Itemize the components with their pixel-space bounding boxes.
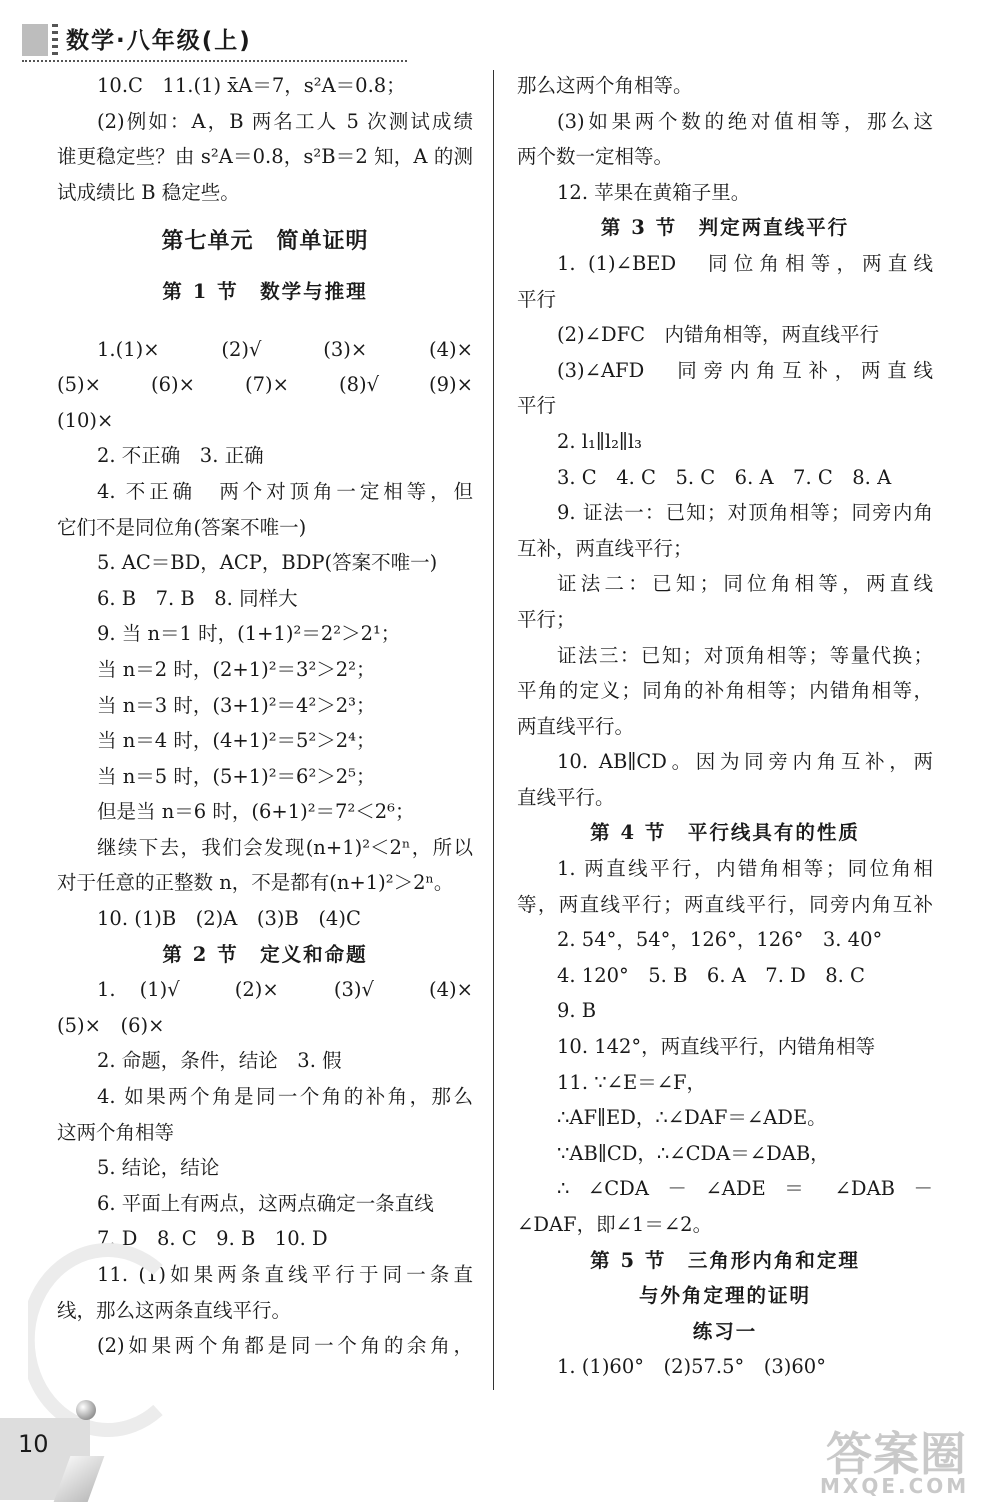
answer-line: 3. C 4. C 5. C 6. A 7. C 8. A (557, 465, 892, 489)
page-number: 10 (18, 1430, 49, 1458)
column-divider (493, 70, 494, 1390)
section-heading: 第 3 节 判定两直线平行 (600, 216, 850, 240)
answer-line: 1. (1)60° (2)57.5° (3)60° (557, 1355, 826, 1379)
page-header (22, 18, 412, 63)
spacer (57, 310, 473, 332)
answer-line: 5. AC＝BD，ACP，BDP(答案不唯一) (97, 551, 438, 575)
answer-line: 平行 (517, 287, 557, 311)
answer-line: (3)∠AFD 同旁内角互补，两直线 (557, 358, 933, 382)
answer-line: 它们不是同位角(答案不唯一) (57, 515, 307, 539)
page-corner (0, 1396, 120, 1506)
answer-line: (10)× (57, 408, 114, 432)
answer-line: 4. 120° 5. B 6. A 7. D 8. C (557, 963, 865, 987)
answer-line: 9. 证法一：已知；对顶角相等；同旁内角 (557, 501, 933, 525)
answer-line: 但是当 n＝6 时，(6+1)²＝7²＜2⁶； (97, 800, 415, 824)
answer-line: 1. (1)√ (2)× (3)√ (4)× (97, 978, 473, 1002)
answer-line: 两个数一定相等。 (517, 145, 674, 169)
header-dotted-bar (52, 24, 58, 56)
answer-line: 平角的定义；同角的补角相等；内错角相等， (517, 679, 933, 703)
answer-line: 2. 54°，54°，126°，126° 3. 40° (557, 928, 883, 952)
answer-line: 试成绩比 B 稳定些。 (57, 180, 240, 204)
watermark-logo (816, 1418, 986, 1500)
answer-line: 1. (1)∠BED 同位角相等，两直线 (557, 251, 933, 275)
section-heading: 练习一 (692, 1319, 758, 1343)
answer-line: 4. 不正确 两个对顶角一定相等，但 (97, 479, 473, 503)
answer-line: 直线平行。 (517, 785, 615, 809)
answer-line: 对于任意的正整数 n，不是都有(n+1)²＞2ⁿ。 (57, 871, 454, 895)
answer-line: 等，两直线平行；两直线平行，同旁内角互补 (517, 892, 933, 916)
answer-line: 7. D 8. C 9. B 10. D (97, 1227, 328, 1251)
answer-line: 9. B (557, 999, 597, 1023)
answer-line: ∴AF∥ED，∴∠DAF＝∠ADE。 (557, 1106, 827, 1130)
answer-line: 9. 当 n＝1 时，(1+1)²＝2²＞2¹； (97, 622, 401, 646)
answer-line: 2. 命题，条件，结论 3. 假 (97, 1049, 342, 1073)
answer-line: 5. 结论，结论 (97, 1156, 220, 1180)
answer-line: 证法二：已知；同位角相等，两直线 (557, 572, 933, 596)
answer-line: (5)× (6)× (7)× (8)√ (9)× (57, 373, 473, 397)
spacer (57, 260, 473, 274)
header-dotted-rule (22, 60, 407, 62)
header-gray-bar (22, 24, 48, 56)
answer-line: (2)∠DFC 内错角相等，两直线平行 (557, 323, 880, 347)
answer-line: 2. 不正确 3. 正确 (97, 444, 264, 468)
answer-line: 线，那么这两条直线平行。 (57, 1298, 292, 1322)
section-heading: 第 1 节 数学与推理 (162, 279, 368, 303)
section-heading: 第 2 节 定义和命题 (162, 942, 368, 966)
section-heading: 第 5 节 三角形内角和定理 (590, 1248, 860, 1272)
watermark-logo-text: 答案圈 (826, 1427, 967, 1481)
answer-line: 那么这两个角相等。 (517, 74, 693, 97)
answer-line: 互补，两直线平行； (517, 536, 693, 560)
left-column (57, 68, 473, 1364)
answer-line: (2)例如：A，B 两名工人 5 次测试成绩 (97, 109, 473, 133)
answer-line: 当 n＝4 时，(4+1)²＝5²＞2⁴； (97, 729, 376, 753)
answer-line: ∵AB∥CD，∴∠CDA＝∠DAB， (557, 1141, 830, 1165)
header-title: 数学·八年级(上) (66, 28, 252, 54)
right-column (517, 68, 933, 1385)
answer-line: 10. 142°，两直线平行，内错角相等 (557, 1035, 876, 1059)
answer-line: 10. AB∥CD。因为同旁内角互补，两 (557, 750, 933, 774)
answer-line: 继续下去，我们会发现(n+1)²＜2ⁿ，所以 (97, 835, 473, 859)
answer-line: 当 n＝5 时，(5+1)²＝6²＞2⁵； (97, 764, 376, 788)
answer-line: 谁更稳定些？由 s²A＝0.8，s²B＝2 知，A 的测 (57, 145, 473, 169)
watermark-logo-url: MXQE.COM (820, 1474, 970, 1498)
answer-line: ∴ ∠CDA － ∠ADE ＝ ∠DAB － (557, 1177, 933, 1201)
answer-line: (2)如果两个角都是同一个角的余角， (97, 1334, 473, 1358)
answer-line: 12. 苹果在黄箱子里。 (557, 180, 751, 204)
answer-line: 1.(1)× (2)√ (3)× (4)× (97, 337, 473, 361)
page-corner-ball (76, 1400, 96, 1420)
answer-line: 平行 (517, 394, 557, 418)
answer-line: 1. 两直线平行，内错角相等；同位角相 (557, 857, 933, 881)
answer-line: 6. 平面上有两点，这两点确定一条直线 (97, 1191, 434, 1215)
answer-line: 证法三：已知；对顶角相等；等量代换； (557, 643, 933, 667)
answer-line: 当 n＝2 时，(2+1)²＝3²＞2²； (97, 657, 376, 681)
answer-line: 这两个角相等 (57, 1120, 175, 1144)
answer-line: 10.C 11.(1) x̄A＝7，s²A＝0.8； (97, 74, 406, 97)
answer-line: 11. ∵∠E＝∠F， (557, 1070, 707, 1094)
spacer (57, 210, 473, 224)
answer-line: (3)如果两个数的绝对值相等，那么这 (557, 109, 933, 133)
answer-line: (5)× (6)× (57, 1013, 165, 1037)
answer-line: 4. 如果两个角是同一个角的补角，那么 (97, 1085, 473, 1109)
answer-line: ∠DAF，即∠1＝∠2。 (517, 1213, 713, 1236)
answer-line: 6. B 7. B 8. 同样大 (97, 586, 298, 610)
answer-line: 11. (1)如果两条直线平行于同一条直 (97, 1263, 473, 1286)
answer-line: 当 n＝3 时，(3+1)²＝4²＞2³； (97, 693, 376, 717)
answer-line: 平行； (517, 607, 576, 631)
section-heading: 与外角定理的证明 (638, 1284, 811, 1308)
answer-line: 10. (1)B (2)A (3)B (4)C (97, 907, 361, 931)
section-heading: 第 4 节 平行线具有的性质 (590, 821, 860, 845)
section-heading: 第七单元 简单证明 (161, 229, 369, 255)
answer-line: 两直线平行。 (517, 714, 635, 738)
answer-line: 2. l₁∥l₂∥l₃ (557, 429, 642, 453)
